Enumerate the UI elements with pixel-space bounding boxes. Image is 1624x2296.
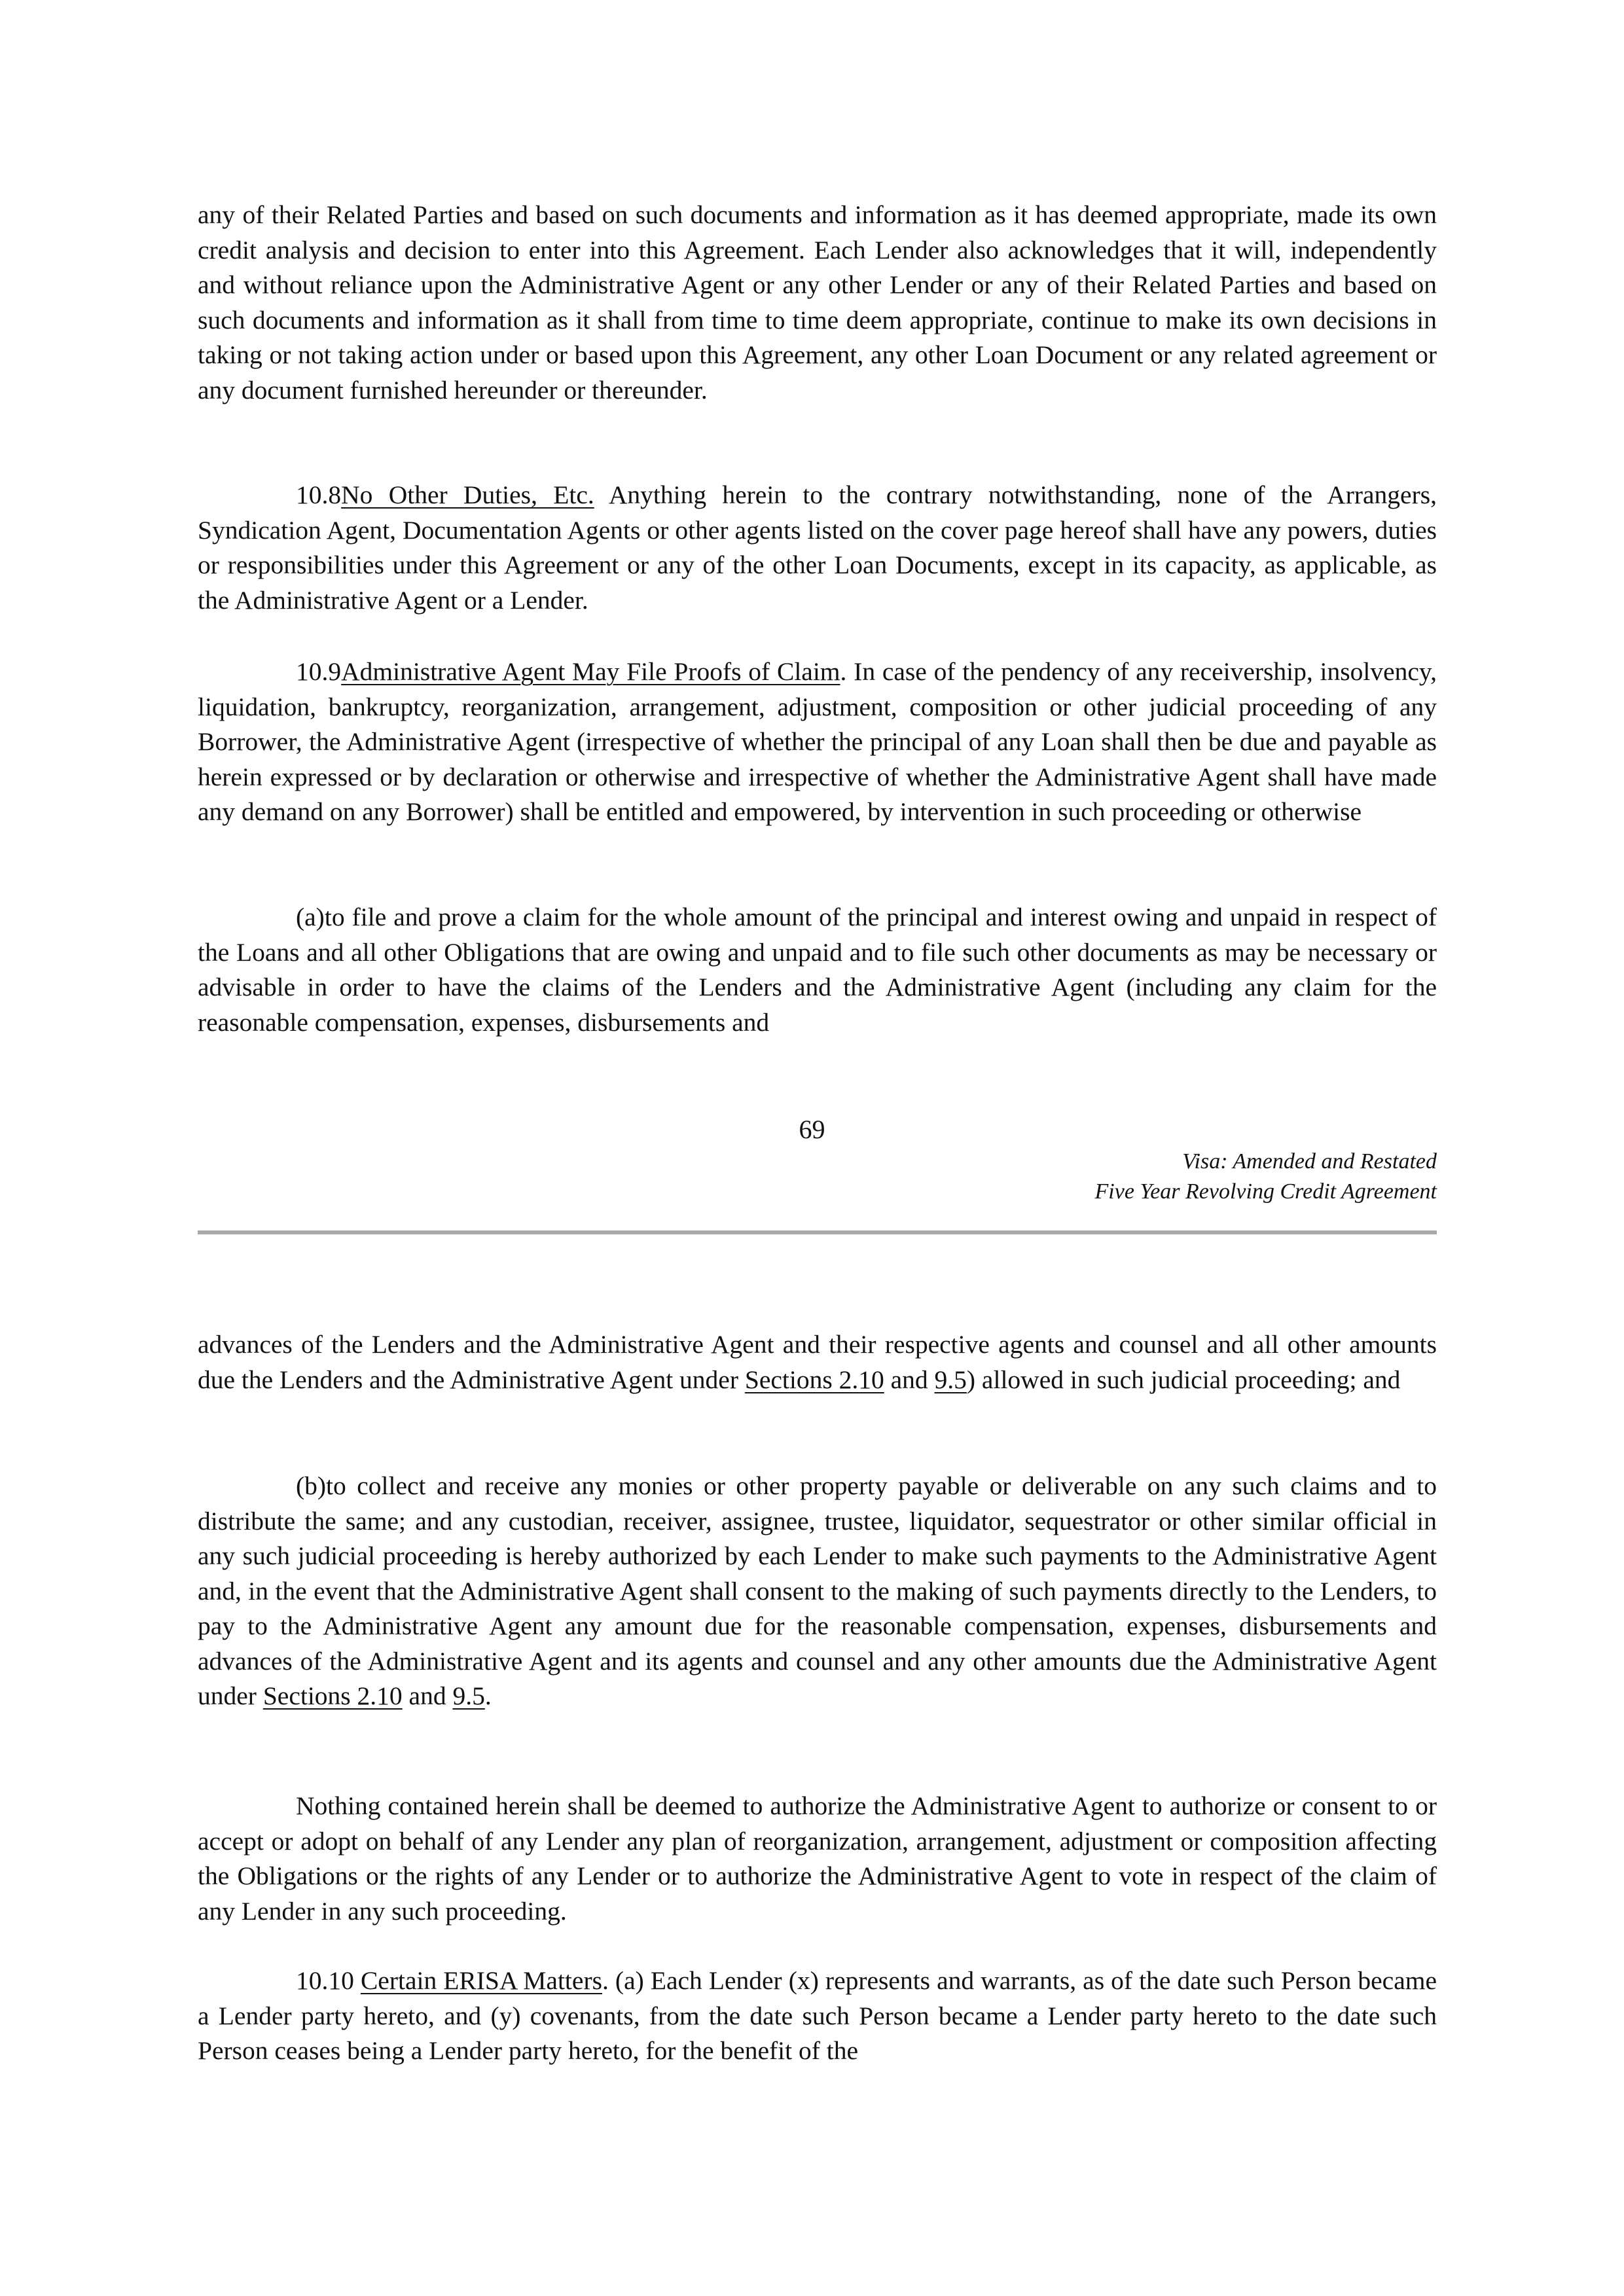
continuation-paragraph: any of their Related Parties and based on such documents and information as it has deemed appropriate, made its own credit analysis and decision to enter into this Agreement. Each Lender also acknowledges that it will, independently and without reliance upon the Administrative Agent or any other Lender or any of their Related Parties and based on such documents and information as it shall from time to time deem appropriate, continue to make its own decisions in taking or not taking action under or based upon this Agreement, any other Loan Document or any related agreement or any document furnished hereunder or thereunder. xyxy=(198,200,1437,404)
nothing-contained-paragraph: Nothing contained herein shall be deemed to authorize the Administrative Agent to authorize or consent to or accept or adopt on behalf of any Lender any plan of reorganization, arrangement, adjustment or composition affecting the Obligations or the rights of any Lender or to authorize the Administrative Agent to vote in respect of the claim of any Lender in any such proceeding. xyxy=(198,1791,1437,1926)
section-heading: Certain ERISA Matters xyxy=(360,1966,602,1995)
section-number: 10.10 xyxy=(296,1966,361,1995)
text-run: and xyxy=(402,1681,453,1710)
page-divider xyxy=(198,1230,1437,1234)
clause-a-continuation xyxy=(198,1327,1437,1397)
section-10-9-paragraph xyxy=(198,655,1437,830)
section-10-10-paragraph xyxy=(198,1964,1437,2069)
footer-line-1: Visa: Amended and Restated xyxy=(1182,1149,1437,1174)
text-run: . xyxy=(484,1681,492,1710)
section-10-9 xyxy=(198,655,1437,830)
section-body: . In case of the pendency of any receivership, insolvency, liquidation, bankruptcy, reorganization, arrangement, adjustment, composition or other judicial proceeding of any Borrower, the Administrative Agent (irrespective of whether the principal of any Loan shall then be due and payable as herein expressed or by declaration or otherwise and irrespective of whether the Administrative Agent shall have made any demand on any Borrower) shall be entitled and empowered, by intervention in such proceeding or otherwise xyxy=(198,657,1437,826)
section-10-10 xyxy=(198,1964,1437,2069)
footer-line-2: Five Year Revolving Credit Agreement xyxy=(1094,1179,1437,1204)
nothing-paragraph xyxy=(198,1789,1437,1929)
section-number: 10.9 xyxy=(296,657,342,686)
clause-a-part-2 xyxy=(198,1327,1437,1397)
section-number: 10.8 xyxy=(296,480,342,509)
clause-b-paragraph xyxy=(198,1469,1437,1714)
section-heading: No Other Duties, Etc. xyxy=(341,480,594,509)
section-10-8-paragraph xyxy=(198,478,1437,618)
cross-reference: Sections 2.10 xyxy=(262,1681,403,1710)
section-10-8 xyxy=(198,478,1437,618)
text-run: advances of the Lenders and the Administrative Agent and their respective agents and counsel and all other amounts due the Lenders and the Administrative Agent under xyxy=(198,1330,1437,1394)
clause-b xyxy=(198,1469,1437,1714)
text-run: (b)to collect and receive any monies or other property payable or deliverable on any such claims and to distribute the same; and any custodian, receiver, assignee, trustee, liquidator, sequestrator or other similar official in any such judicial proceeding is hereby authorized by each Lender to make such payments to the Administrative Agent and, in the event that the Administrative Agent shall consent to the making of such payments directly to the Lenders, to pay to the Administrative Agent any amount due for the reasonable compensation, expenses, disbursements and advances of the Administrative Agent and its agents and counsel and any other amounts due the Administrative Agent under xyxy=(198,1471,1437,1710)
text-run: ) allowed in such judicial proceeding; and xyxy=(966,1365,1401,1394)
page-number: 69 xyxy=(799,1115,825,1144)
text-run: and xyxy=(884,1365,935,1394)
cross-reference: 9.5 xyxy=(452,1681,485,1710)
section-body: . (a) Each Lender (x) represents and warrants, as of the date such Person became a Lender party hereto, and (y) covenants, from the date such Person became a Lender party hereto to the date such Person ceases being a Lender party hereto, for the benefit of the xyxy=(198,1966,1437,2065)
section-body: Anything herein to the contrary notwithstanding, none of the Arrangers, Syndication Agent, Documentation Agents or other agents listed on the cover page hereof shall have any powers, duties or responsibilities under this Agreement or any of the other Loan Documents, except in its capacity, as applicable, as the Administrative Agent or a Lender. xyxy=(198,480,1437,615)
clause-a-paragraph: (a)to file and prove a claim for the whole amount of the principal and interest owing and unpaid in respect of the Loans and all other Obligations that are owing and unpaid and to file such other documents as may be necessary or advisable in order to have the claims of the Lenders and the Administrative Agent (including any claim for the reasonable compensation, expenses, disbursements and xyxy=(198,903,1437,1037)
section-heading: Administrative Agent May File Proofs of Claim xyxy=(341,657,840,686)
cross-reference: 9.5 xyxy=(934,1365,967,1394)
page-1-body xyxy=(198,198,1437,408)
cross-reference: Sections 2.10 xyxy=(744,1365,884,1394)
clause-a-part-1 xyxy=(198,900,1437,1040)
running-footer xyxy=(1095,1147,1437,1207)
